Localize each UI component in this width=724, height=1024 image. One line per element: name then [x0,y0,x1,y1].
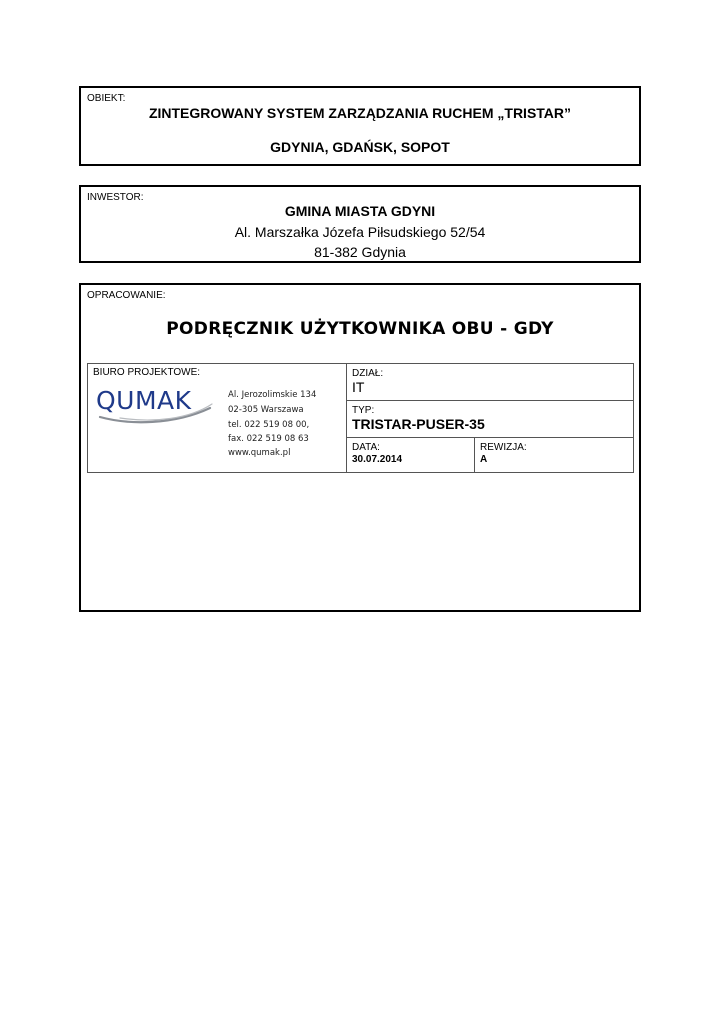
revision-value: A [480,454,488,465]
elaboration-label: OPRACOWANIE: [87,290,166,301]
object-title: ZINTEGROWANY SYSTEM ZARZĄDZANIA RUCHEM „TRISTAR” [148,105,572,121]
type-value: TRISTAR-PUSER-35 [352,416,485,432]
type-cell [347,401,633,437]
investor-label: INWESTOR: [87,192,144,203]
date-value: 30.07.2014 [352,454,403,465]
design-office-label: BIURO PROJEKTOWE: [93,367,201,378]
qumak-logo-text: QUMAK [96,386,192,415]
object-subtitle: GDYNIA, GDAŃSK, SOPOT [270,139,450,155]
date-cell [347,438,474,472]
office-address-line: Al. Jerozolimskie 134 [228,390,317,400]
revision-cell [475,438,633,472]
object-label: OBIEKT: [87,93,126,104]
department-value: IT [352,379,365,395]
type-label: TYP: [352,405,375,416]
investor-address-line1: Al. Marszałka Józefa Piłsudskiego 52/54 [234,224,486,240]
office-address-line: 02-305 Warszawa [228,405,304,415]
office-fax: fax. 022 519 08 63 [228,434,309,444]
object-section [79,86,641,166]
qumak-logo [94,384,218,426]
department-label: DZIAŁ: [352,368,384,379]
investor-section [79,185,641,263]
office-website: www.qumak.pl [228,448,291,458]
date-label: DATA: [352,442,380,453]
department-cell [347,364,633,400]
design-office-cell [88,364,346,472]
elaboration-section [79,283,641,612]
title-block-table [87,363,634,473]
revision-label: REWIZJA: [480,442,527,453]
investor-address-line2: 81-382 Gdynia [314,244,406,260]
document-title: PODRĘCZNIK UŻYTKOWNIKA OBU - GDY [166,319,554,339]
office-phone: tel. 022 519 08 00, [228,420,310,430]
investor-name: GMINA MIASTA GDYNI [284,203,436,219]
